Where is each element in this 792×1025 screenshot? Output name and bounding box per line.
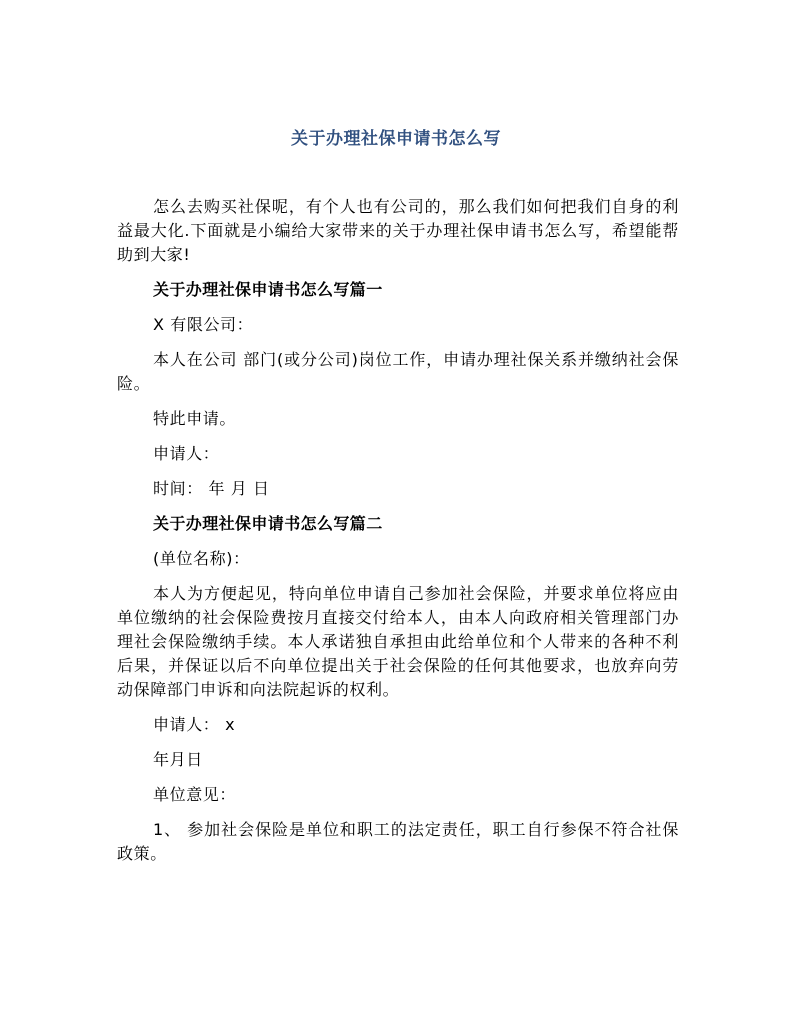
section2-applicant: 申请人： x <box>153 715 236 734</box>
section2-item-1: 1、 参加社会保险是单位和职工的法定责任，职工自行参保不符合社保政策。 <box>117 820 679 863</box>
section2-date: 年月日 <box>153 750 203 769</box>
document-title: 关于办理社保申请书怎么写 <box>291 129 501 149</box>
section2-body: 本人为方便起见，特向单位申请自己参加社会保险，并要求单位将应由单位缴纳的社会保险费按月直接交付给本人，由本人向政府相关管理部门办理社会保险缴纳手续。本人承诺独自承担由此给单位和个人带来的各种不利后果，并保证以后不向单位提出关于社会保险的任何其他要求，也放弃向劳动保障部门申诉和向法院起诉的权利。 <box>117 584 679 699</box>
section1-applicant: 申请人： <box>153 444 220 463</box>
intro-paragraph: 怎么去购买社保呢，有个人也有公司的，那么我们如何把我们自身的利益最大化.下面就是小编给大家带来的关于办理社保申请书怎么写，希望能帮助到大家! <box>117 197 679 264</box>
section1-date: 时间： 年 月 日 <box>153 479 270 498</box>
section2-unit-opinion: 单位意见： <box>153 785 237 804</box>
section1-body: 本人在公司 部门(或分公司)岗位工作，申请办理社保关系并缴纳社会保险。 <box>117 350 679 393</box>
section1-closing: 特此申请。 <box>153 409 237 428</box>
section1-heading: 关于办理社保申请书怎么写篇一 <box>153 280 383 299</box>
section2-heading: 关于办理社保申请书怎么写篇二 <box>153 514 383 533</box>
document-body <box>117 195 679 877</box>
section2-salutation: (单位名称)： <box>153 549 250 568</box>
section1-salutation: X 有限公司： <box>153 315 254 334</box>
